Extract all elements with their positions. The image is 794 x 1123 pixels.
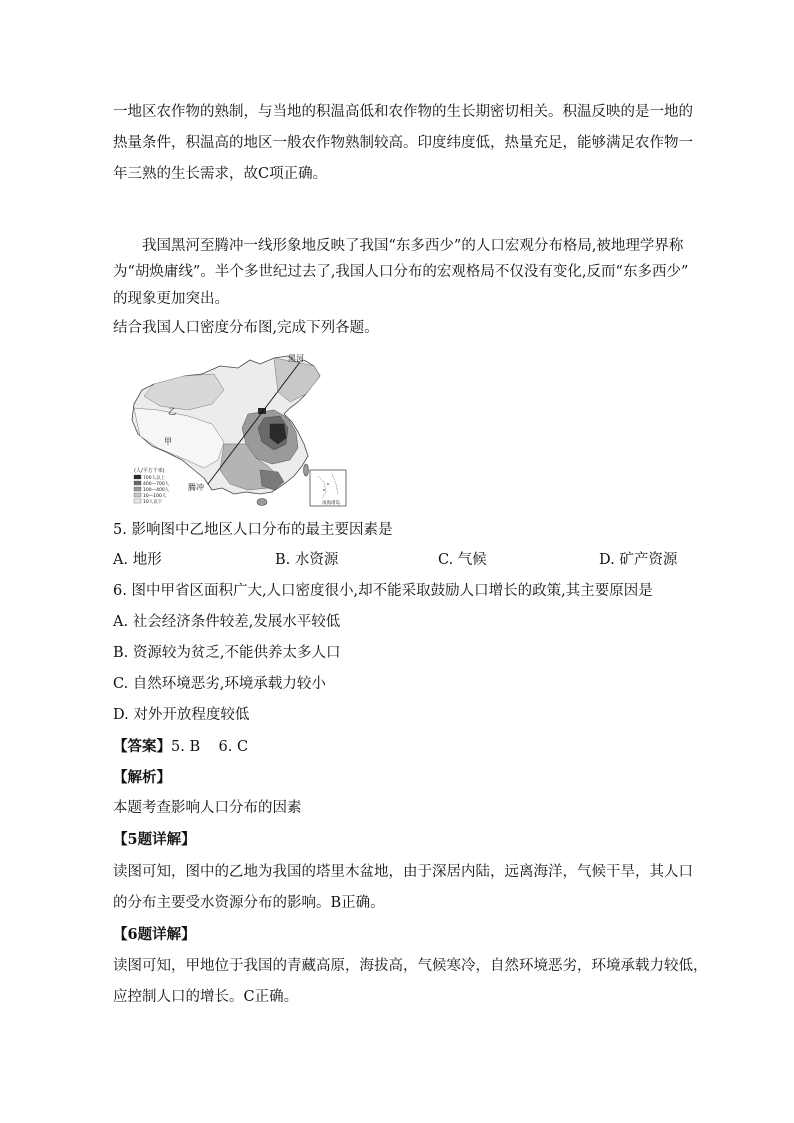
intro-para1-line1: 我国黑河至腾冲一线形象地反映了我国“东多西少”的人口宏观分布格局,被地理学界称 (142, 238, 684, 254)
answer-line (113, 736, 681, 758)
detail6-line2: 应控制人口的增长。C正确。 (113, 989, 299, 1005)
q5-option-a[interactable]: A. 地形 (113, 552, 162, 568)
intro-para1-line2: 为“胡焕庸线”。半个多世纪过去了,我国人口分布的宏观格局不仅没有变化,反而“东多西少” (113, 264, 689, 280)
south-china-sea-inset (310, 470, 346, 506)
map-label-tengchong: 腾冲 (188, 483, 204, 492)
map-label-heihe: 黑河 (288, 354, 304, 363)
svg-text:700人以上: 700人以上 (143, 476, 166, 481)
q5-stem: 5. 影响图中乙地区人口分布的最主要因素是 (113, 522, 393, 538)
q6-option-b[interactable]: B. 资源较为贫乏,不能供养太多人口 (113, 645, 341, 661)
answer-value: 5. B 6. C (171, 739, 249, 755)
detail6-label: 【6题详解】 (113, 926, 196, 943)
detail5-line1: 读图可知，图中的乙地为我国的塔里木盆地，由于深居内陆，远离海洋，气候干旱，其人口 (113, 864, 693, 880)
prev-line-1: 一地区农作物的熟制，与当地的积温高低和农作物的生长期密切相关。积温反映的是一地的 (113, 104, 693, 120)
svg-text:南海诸岛: 南海诸岛 (322, 501, 340, 506)
intro-para1-line3: 的现象更加突出。 (113, 291, 229, 307)
analysis-text: 本题考查影响人口分布的因素 (113, 800, 302, 816)
map-label-yi: 乙 (168, 407, 176, 416)
q6-option-d[interactable]: D. 对外开放程度较低 (113, 707, 250, 723)
q6-option-a[interactable]: A. 社会经济条件较差,发展水平较低 (113, 614, 341, 630)
prev-line-2: 热量条件，积温高的地区一般农作物熟制较高。印度纬度低，热量充足，能够满足农作物一 (113, 135, 693, 151)
q6-stem: 6. 图中甲省区面积广大,人口密度很小,却不能采取鼓励人口增长的政策,其主要原因是 (113, 583, 653, 599)
q5-option-c[interactable]: C. 气候 (438, 552, 487, 568)
svg-text:10人以下: 10人以下 (143, 500, 163, 505)
detail5-line2: 的分布主要受水资源分布的影响。B正确。 (113, 895, 385, 911)
intro-para2: 结合我国人口密度分布图,完成下列各题。 (113, 320, 379, 336)
detail5-label: 【5题详解】 (113, 831, 196, 848)
population-density-map (128, 352, 350, 508)
map-label-jia: 甲 (164, 437, 172, 446)
detail6-line1: 读图可知，甲地位于我国的青藏高原，海拔高，气候寒冷，自然环境恶劣，环境承载力较低， (113, 958, 708, 974)
svg-text:100—400人: 100—400人 (143, 488, 170, 493)
answer-label: 【答案】 (113, 738, 171, 755)
svg-text:400—700人: 400—700人 (143, 482, 170, 487)
prev-line-3: 年三熟的生长需求，故C项正确。 (113, 166, 328, 182)
q6-option-c[interactable]: C. 自然环境恶劣,环境承载力较小 (113, 676, 326, 692)
svg-text:(人/平方千米): (人/平方千米) (134, 468, 165, 474)
map-legend (134, 467, 170, 505)
q5-option-d[interactable]: D. 矿产资源 (599, 552, 678, 568)
q5-option-b[interactable]: B. 水资源 (275, 552, 339, 568)
analysis-label: 【解析】 (113, 769, 171, 786)
svg-text:10—100人: 10—100人 (143, 494, 167, 499)
